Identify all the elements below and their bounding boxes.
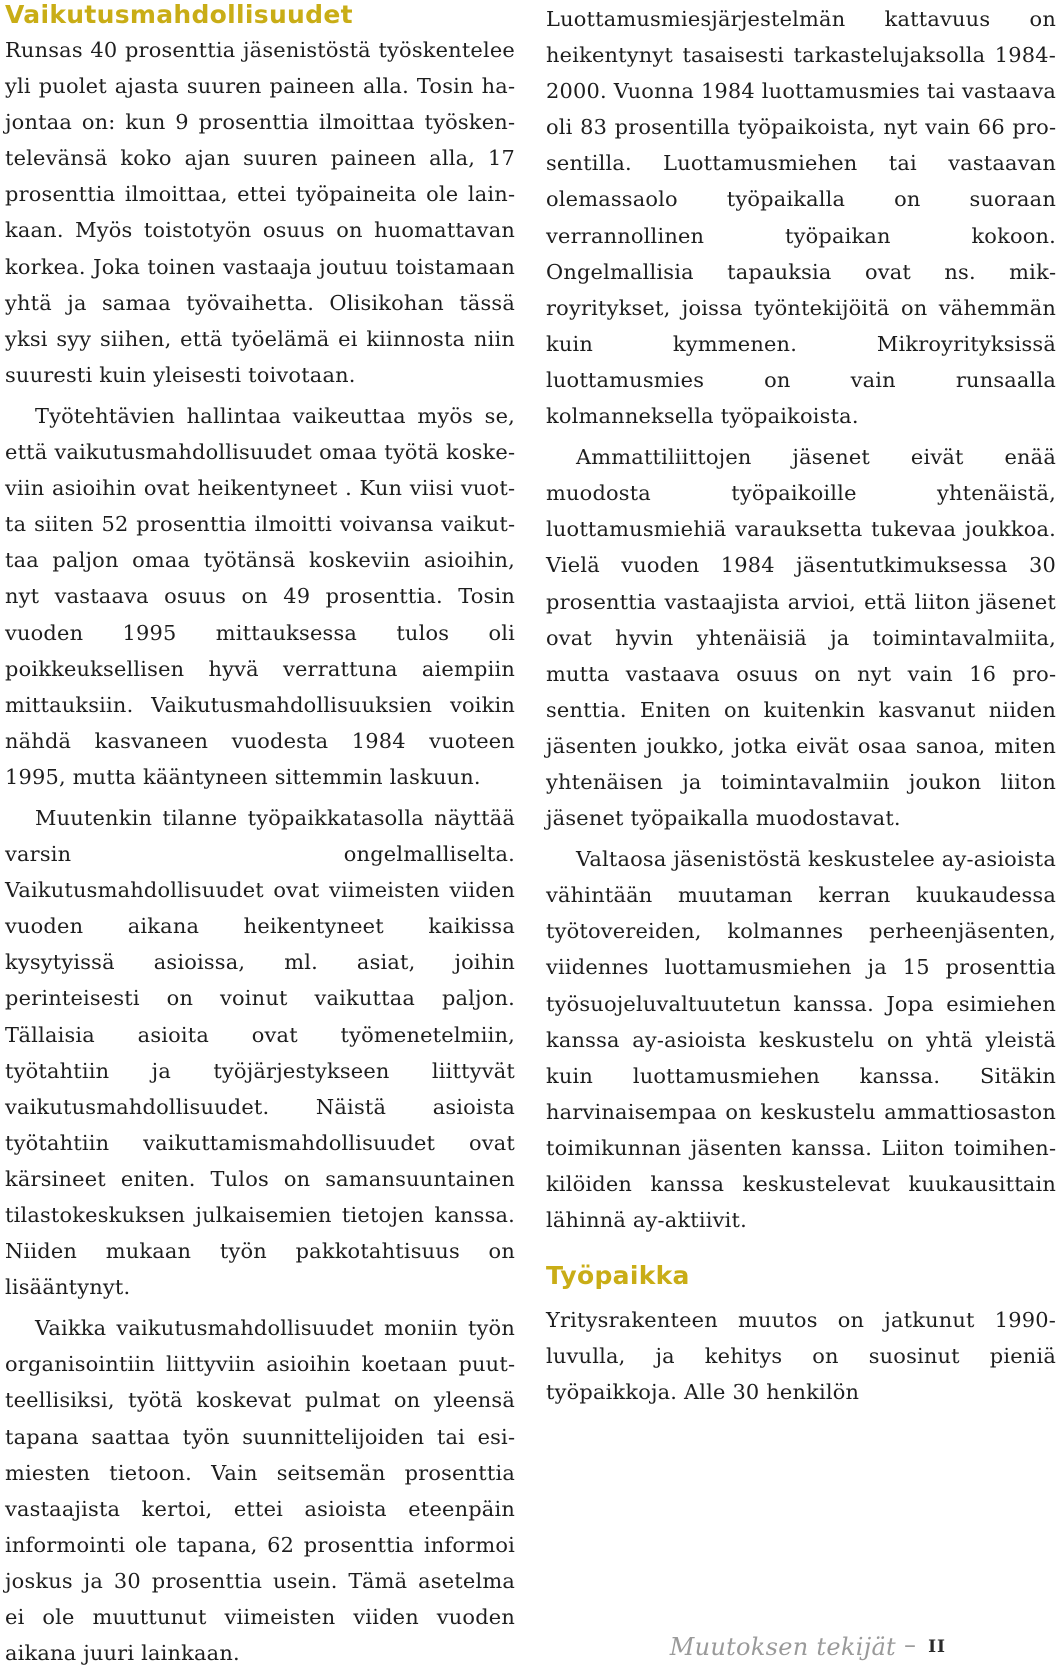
paragraph: Runsas 40 prosenttia jäsenistöstä työskentelee yli puolet ajasta suuren paineen alla. Tosin hajontaa on: kun 9 prosenttia ilmoittaa työskentelevänsä koko ajan suuren paineen alla, 17 prosenttia ilmoittaa, ettei työpaineita ole lainkaan. Myös toistotyön osuus on huomattavan korkea. Joka toinen vastaaja joutuu toistamaan yhtä ja samaa työvaihetta. Olisikohan tässä yksi syy siihen, että työelämä ei kiinnosta niin suuresti kuin yleisesti toivotaan. (5, 38, 515, 387)
paragraph: Ammattiliittojen jäsenet eivät enää muodosta työpaikoille yhtenäistä, luottamusmiehiä varauksetta tukevaa joukkoa. Vielä vuoden 1984 jäsentutkimuksessa 30 prosenttia vastaajista arvioi, että liiton jäsenet ovat hyvin yhtenäisiä ja toimintavalmiita, mutta vastaava osuus on nyt vain 16 prosenttia. Eniten on kuitenkin kasvanut niiden jäsenten joukko, jotka eivät osaa sanoa, miten yhtenäisen ja toimintavalmiin joukon liiton jäsenet työpaikalla muodostavat. (546, 445, 1056, 831)
section-heading-vaikutusmahdollisuudet: Vaikutusmahdollisuudet (5, 0, 353, 29)
page-number: II (928, 1637, 946, 1657)
paragraph: Yritysrakenteen muutos on jatkunut 1990-luvulla, ja kehitys on suosinut pieniä työpaikkoja. Alle 30 henkilön (546, 1308, 1056, 1405)
section-heading-tyopaikka: Työpaikka (546, 1261, 690, 1291)
page-footer (660, 1631, 960, 1671)
paragraph: Muutenkin tilanne työpaikkatasolla näyttää varsin ongelmalliselta. Vaikutusmahdollisuudet ovat viimeisten viiden vuoden aikana heikentyneet kaikissa kysytyissä asioissa, ml. asiat, joihin perinteisesti on voinut vaikuttaa paljon. Tällaisia asioita ovat työmenetelmiin, työtahtiin ja työjärjestykseen liittyvät vaikutusmahdollisuudet. Näistä asioista työtahtiin vaikuttamismahdollisuudet ovat kärsineet eniten. Tulos on samansuuntainen tilastokeskuksen julkaisemien tietojen kanssa. Niiden mukaan työn pakkotahtisuus on lisääntynyt. (5, 805, 515, 1300)
paragraph: Valtaosa jäsenistöstä keskustelee ay-asioista vähintään muutaman kerran kuukaudessa työtovereiden, kolmannes perheenjäsenten, viidennes luottamusmiehen ja 15 prosenttia työsuojeluvaltuutetun kanssa. Jopa esimiehen kanssa ay-asioista keskustelu on yhtä yleistä kuin luottamusmiehen kanssa. Sitäkin harvinaisempaa on keskustelu ammattiosaston toimikunnan jäsenten kanssa. Liiton toimihenkilöiden kanssa keskustelevat kuukausittain lähinnä ay-aktiivit. (546, 847, 1056, 1233)
paragraph: Työtehtävien hallintaa vaikeuttaa myös se, että vaikutusmahdollisuudet omaa työtä koskeviin asioihin ovat heikentyneet . Kun viisi vuotta siiten 52 prosenttia ilmoitti voivansa vaikuttaa paljon omaa työtänsä koskeviin asioihin, nyt vastaava osuus on 49 prosenttia. Tosin vuoden 1995 mittauksessa tulos oli poikkeuksellisen hyvä verrattuna aiempiin mittauksiin. Vaikutusmahdollisuuksien voikin nähdä kasvaneen vuodesta 1984 vuoteen 1995, mutta kääntyneen sittemmin laskuun. (5, 403, 515, 789)
running-title: Muutoksen tekijät (669, 1633, 896, 1661)
footer-separator: – (904, 1631, 916, 1659)
right-column (546, 0, 1056, 1415)
paragraph: Luottamusmiesjärjestelmän kattavuus on heikentynyt tasaisesti tarkastelujaksolla 1984-2000. Vuonna 1984 luottamusmies tai vastaava oli 83 prosentilla työpaikoista, nyt vain 66 prosentilla. Luottamusmiehen tai vastaavan olemassaolo työpaikalla on suoraan verrannollinen työpaikan kokoon. Ongelmallisia tapauksia ovat ns. mikroyritykset, joissa työntekijöitä on vähemmän kuin kymmenen. Mikroyrityksissä luottamusmies on vain runsaalla kolmanneksella työpaikoista. (546, 7, 1056, 429)
left-column (5, 0, 515, 1676)
paragraph: Vaikka vaikutusmahdollisuudet moniin työn organisointiin liittyviin asioihin koetaan puutteellisiksi, työtä koskevat pulmat on yleensä tapana saattaa työn suunnittelijoiden tai esimiesten tietoon. Vain seitsemän prosenttia vastaajista kertoi, ettei asioista eteenpäin informointi ole tapana, 62 prosenttia informoi joskus ja 30 prosenttia usein. Tämä asetelma ei ole muuttunut viimeisten viiden vuoden aikana juuri lainkaan. (5, 1316, 515, 1666)
